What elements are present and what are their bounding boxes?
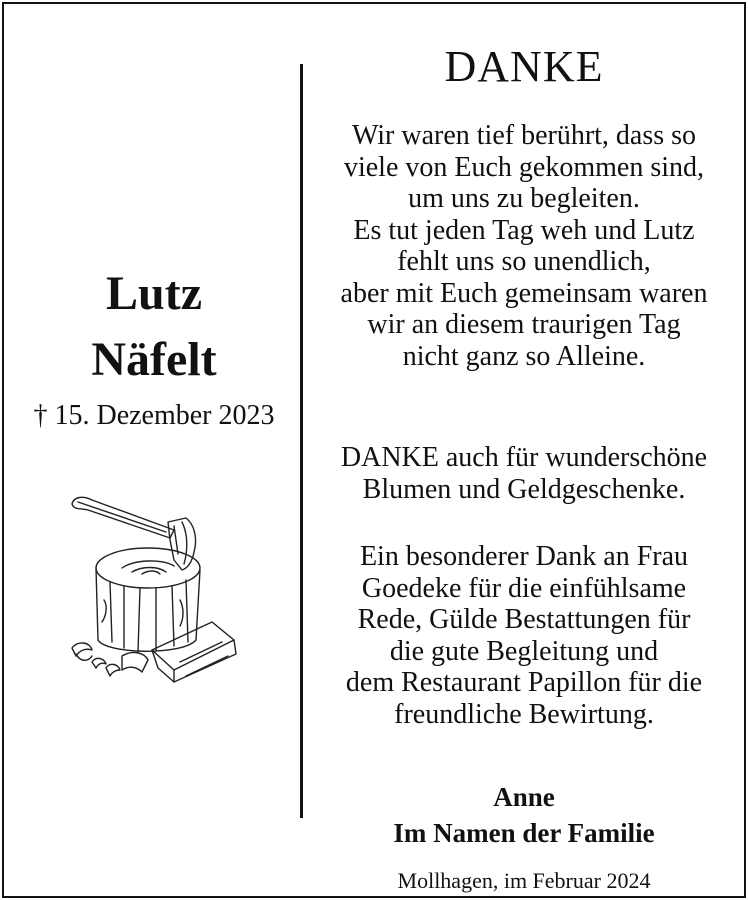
- place-and-date: Mollhagen, im Februar 2024: [397, 868, 651, 893]
- thanks-paragraph-2: [308, 442, 740, 505]
- deceased-first-name: Lutz: [106, 267, 202, 320]
- text-line: dem Restaurant Papillon für die: [345, 667, 703, 698]
- text-line: viele von Euch gekommen sind,: [343, 151, 705, 183]
- signature-name: Anne: [493, 782, 555, 812]
- text-line: wir an diesem traurigen Tag: [367, 309, 681, 340]
- memorial-column: [4, 4, 304, 896]
- text-line: Es tut jeden Tag weh und Lutz: [353, 214, 695, 246]
- notice-frame: [2, 2, 746, 898]
- text-line: aber mit Euch gemeinsam waren: [340, 277, 708, 309]
- thanks-paragraph-1: [308, 120, 740, 372]
- text-line: nicht ganz so Alleine.: [402, 340, 646, 372]
- text-line: um uns zu begleiten.: [408, 183, 640, 214]
- text-line: Goedeke für die einfühlsame: [361, 572, 687, 604]
- text-line: Rede, Gülde Bestattungen für: [357, 604, 691, 635]
- message-column: [308, 4, 740, 896]
- text-line: fehlt uns so unendlich,: [397, 246, 651, 277]
- text-line: DANKE auch für wunderschöne: [340, 442, 708, 473]
- axe-in-chopping-block-icon: [62, 490, 246, 690]
- thanks-paragraph-3: [308, 541, 740, 730]
- text-line: die gute Begleitung und: [389, 635, 659, 667]
- signature-family: Im Namen der Familie: [393, 818, 655, 848]
- column-divider: [300, 64, 303, 818]
- text-line: freundliche Bewirtung.: [394, 698, 654, 730]
- deceased-last-name: Näfelt: [91, 333, 217, 386]
- text-line: Wir waren tief berührt, dass so: [351, 120, 697, 151]
- text-line: Blumen und Geldgeschenke.: [362, 473, 686, 505]
- death-date: † 15. Dezember 2023: [33, 400, 275, 431]
- text-line: Ein besonderer Dank an Frau: [359, 541, 689, 572]
- thanks-title: DANKE: [444, 42, 604, 91]
